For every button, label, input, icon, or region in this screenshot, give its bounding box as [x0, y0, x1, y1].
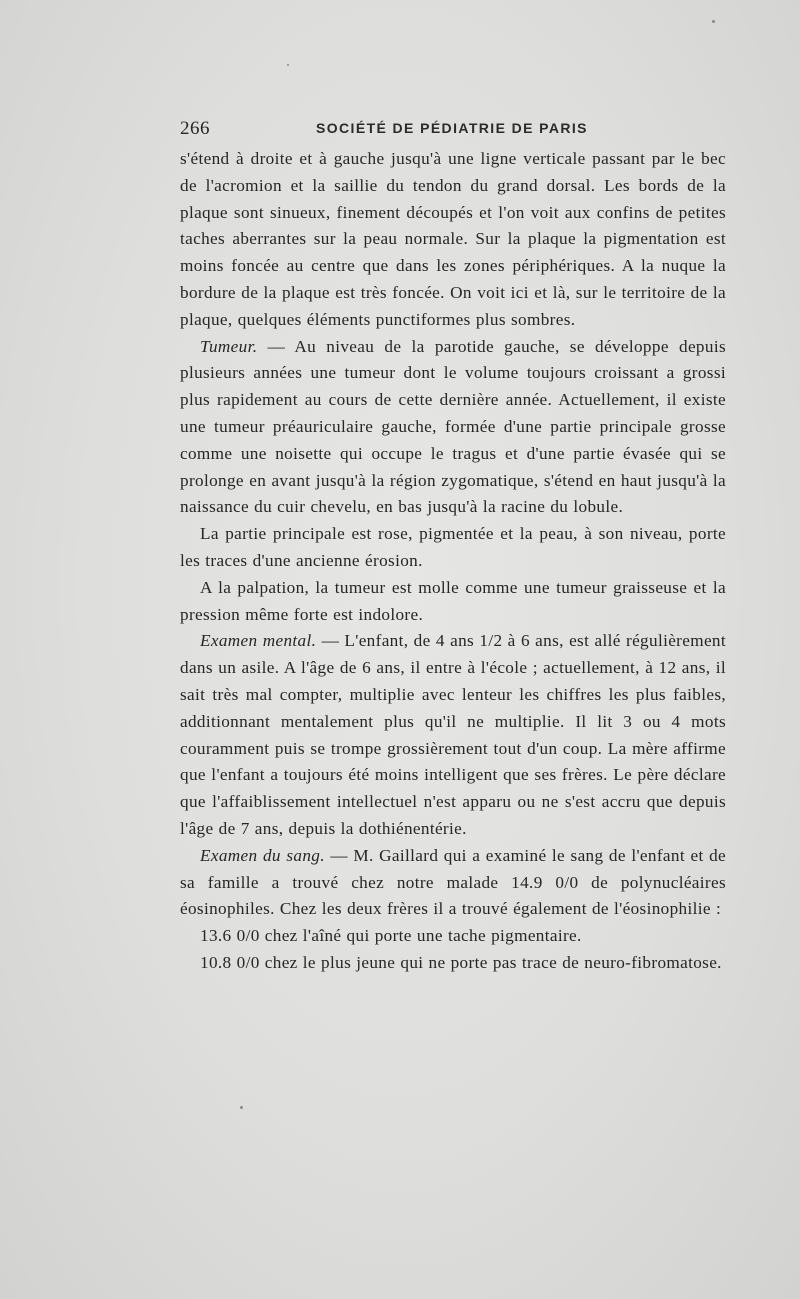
paragraph-text: s'étend à droite et à gauche jusqu'à une ligne verticale passant par le bec de l'acromion et la saillie du tendon du grand dorsal. Les bords de la plaque sont sinueux, finement découpés et l'on voit aux confins de petites taches aberrantes sur la peau normale. Sur la plaque la pigmentation est moins foncée au centre que dans les zones périphériques. A la nuque la bordure de la plaque est très foncée. On voit ici et là, sur le territoire de la plaque, quelques éléments punctiformes plus sombres. — [180, 149, 726, 329]
paragraph-partie-principale — [180, 521, 726, 575]
paragraph-palpation — [180, 575, 726, 629]
paragraph-label-tumeur: Tumeur. — [200, 336, 258, 356]
paragraph-label-examen-sang: Examen du sang. — [200, 845, 325, 865]
paragraph-text: La partie principale est rose, pigmentée et la peau, à son niveau, porte les traces d'une ancienne érosion. — [180, 524, 726, 570]
paragraph-text: — M. Gaillard qui a examiné le sang de l'enfant et de sa famille a trouvé chez notre malade 14.9 0/0 de polynucléaires éosinophiles. Chez les deux frères il a trouvé également de l'éosinophilie : — [180, 845, 726, 919]
paragraph-aine — [180, 923, 726, 950]
paragraph-plaque — [180, 146, 726, 334]
paragraph-label-examen-mental: Examen mental. — [200, 631, 317, 651]
paper-speck — [287, 64, 289, 66]
paragraph-examen-sang — [180, 843, 726, 923]
paragraph-text: — Au niveau de la parotide gauche, se développe depuis plusieurs années une tumeur dont le volume toujours croissant a grossi plus rapidement au cours de cette dernière année. Actuellement, il existe une tumeur préauriculaire gauche, formée d'une partie principale grosse comme une noisette qui occupe le tragus et d'une partie évasée qui se prolonge en avant jusqu'à la région zygomatique, s'étend en haut jusqu'à la naissance du cuir chevelu, en bas jusqu'à la racine du lobule. — [180, 336, 726, 517]
paragraph-text: 10.8 0/0 chez le plus jeune qui ne porte pas trace de neuro-fibromatose. — [200, 952, 722, 972]
paragraph-text: A la palpation, la tumeur est molle comme une tumeur graisseuse et la pression même forte est indolore. — [180, 577, 726, 624]
paper-speck — [712, 20, 715, 23]
paragraph-examen-mental — [180, 628, 726, 842]
paragraph-tumeur — [180, 334, 726, 522]
running-title: SOCIÉTÉ DE PÉDIATRIE DE PARIS — [316, 120, 588, 136]
body-text — [180, 146, 726, 977]
page-number: 266 — [180, 118, 210, 139]
paragraph-text: — L'enfant, de 4 ans 1/2 à 6 ans, est allé régulièrement dans un asile. A l'âge de 6 ans, il entre à l'école ; actuellement, à 12 ans, il sait très mal compter, multiplie avec lenteur les chiffres les plus faibles, additionnant mentalement plus qu'il ne multiplie. Il lit 3 ou 4 mots couramment puis se trompe grossièrement tout d'un coup. La mère affirme que l'enfant a toujours été moins intelligent que ses frères. Le père déclare que l'affaiblissement intellectuel n'est apparu ou ne s'est accru que depuis l'âge de 7 ans, depuis la dothiénentérie. — [180, 631, 726, 838]
paragraph-jeune — [180, 950, 726, 977]
paragraph-text: 13.6 0/0 chez l'aîné qui porte une tache pigmentaire. — [200, 926, 582, 946]
paper-speck — [240, 1106, 243, 1109]
